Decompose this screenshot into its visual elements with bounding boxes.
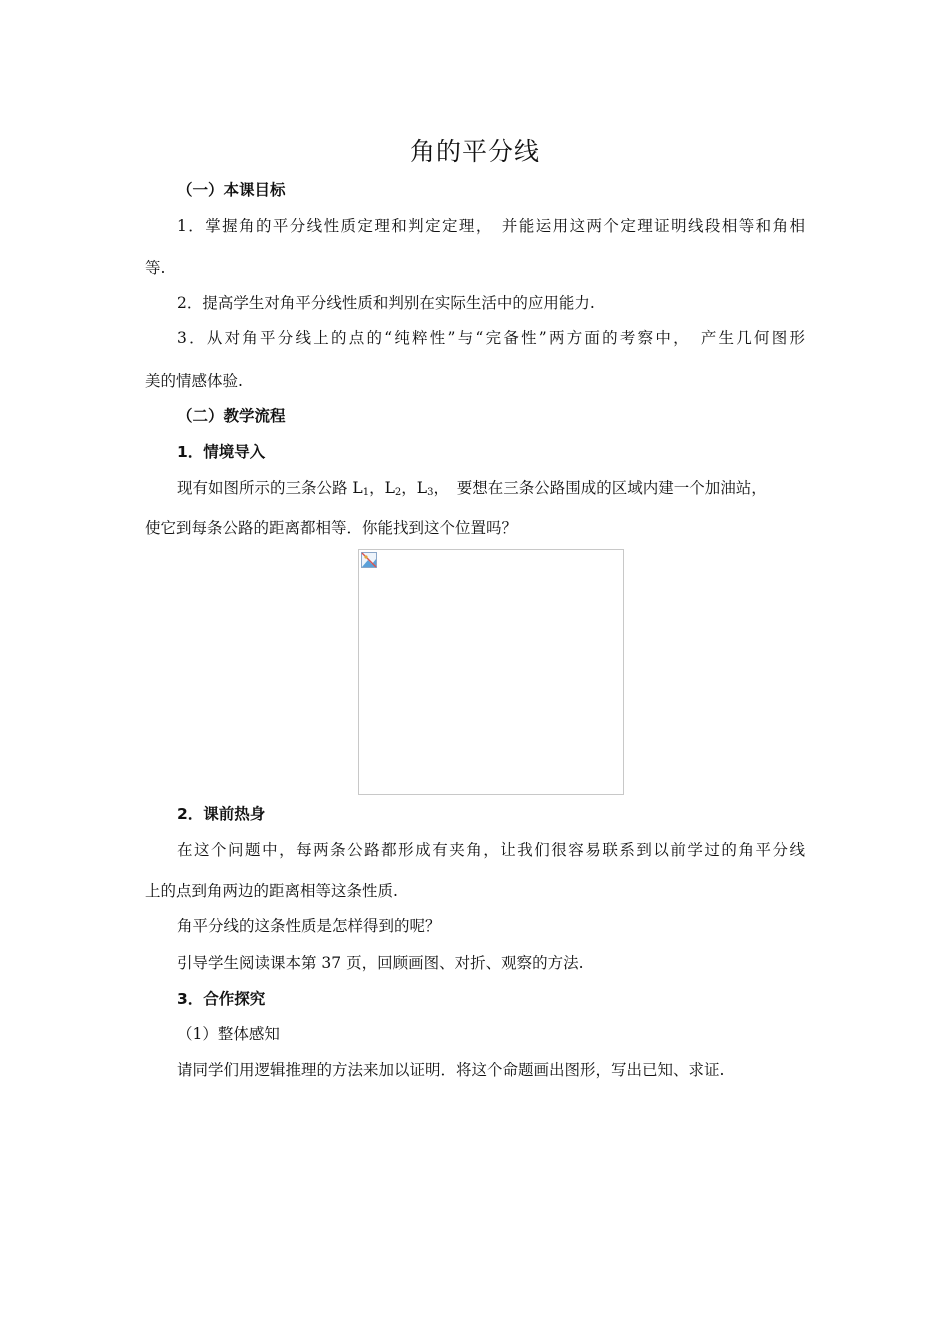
goal2-text: 2．提高学生对角平分线性质和判别在实际生活中的应用能力.	[177, 294, 595, 312]
step2-para1-line2: 上的点到角两边的距离相等这条性质.	[145, 882, 398, 900]
road-sub-3: 3	[427, 487, 434, 498]
road-sub-1: 1	[362, 487, 370, 498]
step1-heading: 1．情境导入	[177, 443, 266, 461]
step1-para-suffix: ， 要想在三条公路围成的区域内建一个加油站，	[433, 479, 767, 497]
step1-sep2: ，L	[401, 479, 428, 497]
step3-heading: 3．合作探究	[177, 990, 266, 1008]
section1-heading: （一）本课目标	[177, 181, 286, 199]
step2-para1-line1: 在这个问题中，每两条公路都形成有夹角，让我们很容易联系到以前学过的角平分线	[177, 841, 805, 859]
step3-para1: 请同学们用逻辑推理的方法来加以证明．将这个命题画出图形，写出已知、求证.	[177, 1061, 725, 1079]
step3-subheading: （1）整体感知	[177, 1025, 280, 1043]
step2-para3: 引导学生阅读课本第 37 页，回顾画图、对折、观察的方法.	[177, 954, 584, 972]
broken-image-icon	[361, 552, 377, 568]
goal3-line2: 美的情感体验.	[145, 372, 243, 390]
step1-sep1: ，L	[369, 479, 395, 497]
step2-heading: 2．课前热身	[177, 805, 266, 823]
goal1-line1: 1．掌握角的平分线性质定理和判定定理， 并能运用这两个定理证明线段相等和角相	[177, 217, 805, 235]
page-title: 角的平分线	[409, 137, 540, 166]
section2-heading: （二）教学流程	[177, 407, 286, 425]
goal1-line2: 等.	[145, 259, 166, 277]
road-figure-placeholder	[358, 549, 624, 795]
step2-para2: 角平分线的这条性质是怎样得到的呢？	[177, 917, 441, 935]
goal3-line1: 3．从对角平分线上的点的“纯粹性”与“完备性”两方面的考察中， 产生几何图形	[177, 329, 805, 347]
step1-para-line1	[177, 476, 767, 498]
step1-para-line2: 使它到每条公路的距离都相等．你能找到这个位置吗？	[145, 519, 518, 537]
road-sub-2: 2	[394, 487, 402, 498]
step1-para-prefix: 现有如图所示的三条公路 L	[177, 479, 363, 497]
